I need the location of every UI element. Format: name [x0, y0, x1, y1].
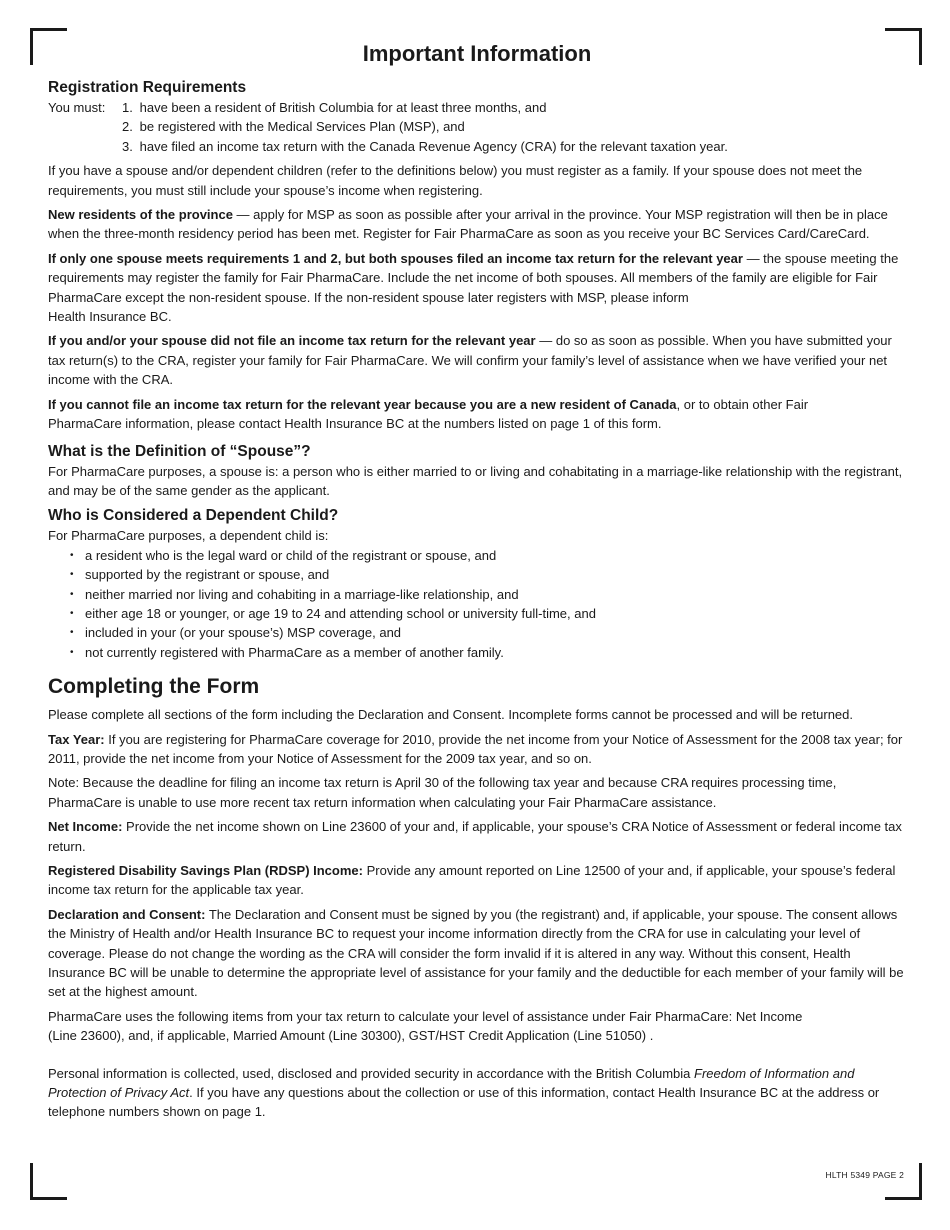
tax-items-paragraph: PharmaCare uses the following items from your tax return to calculate your level of assistance under Fair PharmaCare: Net Income (Line 23600), and, if applicable, Married Amount (Line 30300), GST/HST Credit Application (Line 51050) . — [48, 1008, 803, 1044]
family-paragraph: If you have a spouse and/or dependent children (refer to the definitions below) you must register as a family. If your spouse does not meet the requirements, you must still include your spouse’s income when registering. — [48, 163, 863, 198]
registration-heading: Registration Requirements — [48, 79, 247, 96]
one-spouse-paragraph: If only one spouse meets requirements 1 and 2, but both spouses filed an income tax return for the relevant year — the spouse meeting the requirements may register the family for Fair PharmaCare. Include the net income of both spouses. All members of the family are eligible for Fair PharmaCare except the non-resident spouse. If the non-resident spouse later registers with MSP, please inform Health Insurance BC. — [48, 250, 899, 325]
list-item: • supported by the registrant or spouse, and — [70, 565, 906, 584]
child-lead: For PharmaCare purposes, a dependent child is: — [48, 528, 329, 544]
requirements-list — [122, 98, 906, 156]
page-title: Important Information — [362, 41, 592, 66]
list-item: • a resident who is the legal ward or child of the registrant or spouse, and — [70, 546, 906, 565]
list-item: 3. have filed an income tax return with the Canada Revenue Agency (CRA) for the relevant taxation year. — [122, 138, 728, 154]
requirements-lead: You must: — [48, 100, 106, 115]
tax-year-paragraph: Tax Year: If you are registering for PharmaCare coverage for 2010, provide the net income from your Notice of Assessment for the 2008 tax year; for 2011, provide the net income from your Notice of Assessment for the 2009 tax year, and so on. — [48, 731, 903, 766]
note-paragraph: Note: Because the deadline for filing an income tax return is April 30 of the following tax year and because CRA requires processing time, PharmaCare is unable to use more recent tax return information when calculating your Fair PharmaCare assistance. — [48, 775, 837, 810]
child-criteria-list — [70, 546, 906, 662]
list-item: 2. be registered with the Medical Services Plan (MSP), and — [122, 119, 465, 135]
child-heading: Who is Considered a Dependent Child? — [48, 507, 339, 525]
completing-intro: Please complete all sections of the form including the Declaration and Consent. Incomplete forms cannot be processed and will be returned. — [48, 707, 854, 723]
privacy-notice: Personal information is collected, used, disclosed and provided security in accordance with the British Columbia Freedom of Information and Protection of Privacy Act. If you have any questions about the collection or use of this information, contact Health Insurance BC at the address or telephone numbers shown on page 1. — [48, 1065, 880, 1120]
rdsp-paragraph: Registered Disability Savings Plan (RDSP) Income: Provide any amount reported on Line 12500 of your and, if applicable, your spouse’s federal income tax return for the applicable tax year. — [48, 863, 896, 898]
list-item: • included in your (or your spouse’s) MSP coverage, and — [70, 623, 906, 642]
corner-mark-bottom-left — [30, 1163, 67, 1200]
list-item: 1. have been a resident of British Columbia for at least three months, and — [122, 100, 547, 115]
corner-mark-bottom-right — [885, 1163, 922, 1200]
spouse-heading: What is the Definition of “Spouse”? — [48, 442, 311, 460]
spouse-definition: For PharmaCare purposes, a spouse is: a person who is either married to or living and cohabitating in a marriage-like relationship with the registrant, and may be of the same gender as the applicant. — [48, 463, 903, 498]
completing-form-heading: Completing the Form — [48, 675, 260, 699]
page-footer: HLTH 5349 PAGE 2 — [825, 1170, 904, 1180]
net-income-paragraph: Net Income: Provide the net income shown on Line 23600 of your and, if applicable, your spouse’s CRA Notice of Assessment or federal income tax return. — [48, 819, 902, 854]
did-not-file-paragraph: If you and/or your spouse did not file an income tax return for the relevant year — do so as soon as possible. When you have submitted your tax return(s) to the CRA, register your family for Fair PharmaCare. We will confirm your family’s level of assistance when we have verified your net income with the CRA. — [48, 333, 892, 388]
new-residents-paragraph: New residents of the province — apply for MSP as soon as possible after your arrival in the province. Your MSP registration will then be in place when the three-month residency period has been met. Register for Fair PharmaCare as soon as you receive your BC Services Card/CareCard. — [48, 207, 888, 242]
list-item: • not currently registered with PharmaCare as a member of another family. — [70, 643, 906, 662]
list-item: • neither married nor living and cohabiting in a marriage-like relationship, and — [70, 585, 906, 604]
list-item: • either age 18 or younger, or age 19 to 24 and attending school or university full-time, and — [70, 604, 906, 623]
registration-requirements — [48, 98, 906, 156]
document-page — [48, 40, 906, 1127]
cannot-file-paragraph: If you cannot file an income tax return for the relevant year because you are a new resident of Canada, or to obtain other Fair PharmaCare information, please contact Health Insurance BC at the numbers listed on page 1 of this form. — [48, 396, 809, 432]
declaration-paragraph: Declaration and Consent: The Declaration and Consent must be signed by you (the registrant) and, if applicable, your spouse. The consent allows the Ministry of Health and/or Health Insurance BC to request your income information directly from the CRA for use in calculating your level of coverage. Please do not change the wording as the CRA will consider the form invalid if it is altered in any way. Without this consent, Health Insurance BC will be unable to determine the appropriate level of assistance for your family and the deductible for each member of your family will be set at the highest amount. — [48, 906, 904, 1000]
